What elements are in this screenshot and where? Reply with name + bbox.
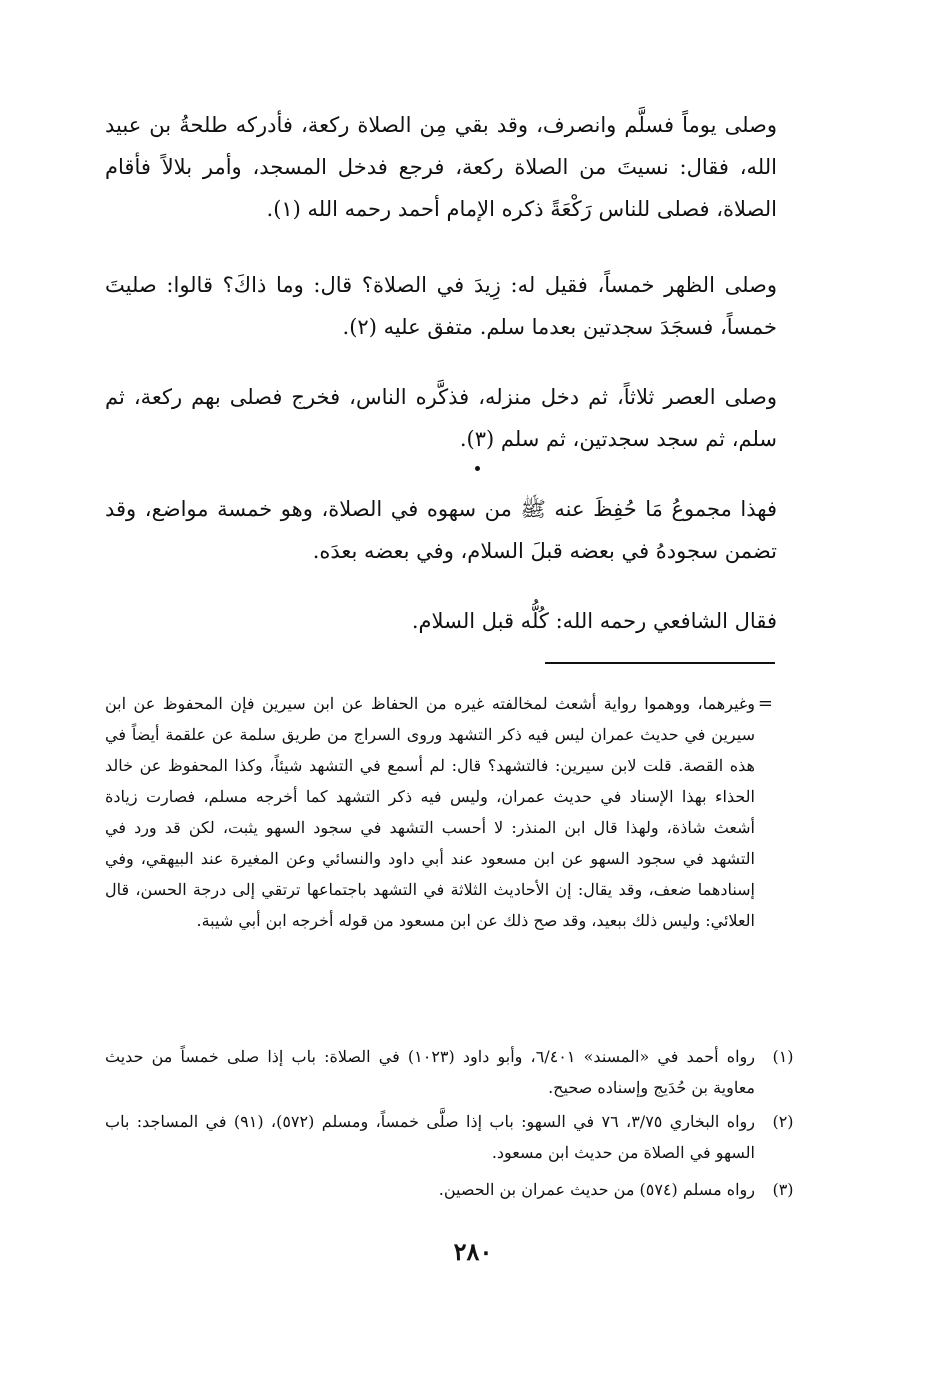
paragraph-4: فهذا مجموعُ مَا حُفِظَ عنه ﷺ من سهوه في الصلاة، وهو خمسة مواضع، وقد تضمن سجودهُ في بعضه قبلَ السلام، وفي بعضه بعدَه.	[105, 497, 777, 563]
footnote-number: (٣)	[772, 1180, 794, 1199]
paragraph-2: وصلى الظهر خمساً، فقيل له: زِيدَ في الصلاة؟ قال: وما ذاكَ؟ قالوا: صليتَ خمساً، فسجَدَ سجدتين بعدما سلم. متفق عليه (٢).	[105, 273, 777, 339]
footnote-text: رواه أحمد في «المسند» ٦/٤٠١، وأبو داود (١٠٢٣) في الصلاة: باب إذا صلى خمساً من حديث معاوية بن حُدَيج وإسناده صحيح.	[105, 1047, 755, 1097]
footnote-continuation-text: وغيرهما، ووهموا رواية أشعث لمخالفته غيره من الحفاظ عن ابن سيرين فإن المحفوظ عن ابن سيرين في حديث عمران ليس فيه ذكر التشهد وروى السراج من طريق سلمة عن علقمة أيضاً في هذه القصة. قلت لابن سيرين: فالتشهد؟ قال: لم أسمع في التشهد شيئاً، وكذا المحفوظ عن خالد الحذاء بهذا الإسناد في حديث عمران، وليس فيه ذكر التشهد كما أخرجه مسلم، فصارت زيادة أشعث شاذة، ولهذا قال ابن المنذر: لا أحسب التشهد في سجود السهو يثبت، لكن قد ورد في التشهد في سجود السهو عن ابن مسعود عند أبي داود والنسائي وعن المغيرة عند البيهقي، وفي إسنادهما ضعف، وقد يقال: إن الأحاديث الثلاثة في التشهد باجتماعها ترتقي إلى درجة الحسن، قال العلائي: وليس ذلك ببعيد، وقد صح ذلك عن ابن مسعود من قوله أخرجه ابن أبي شيبة.	[105, 694, 755, 930]
paragraph-5: فقال الشافعي رحمه الله: كُلُّه قبل السلام.	[411, 609, 777, 633]
ornament-dot	[475, 466, 480, 471]
footnote-number: (١)	[772, 1047, 794, 1066]
continuation-mark: =	[757, 693, 773, 714]
footnote-2	[105, 1106, 794, 1168]
footnote-text: رواه مسلم (٥٧٤) من حديث عمران بن الحصين.	[438, 1180, 755, 1199]
footnote-3	[105, 1174, 794, 1205]
footnote-number: (٢)	[772, 1112, 794, 1131]
paragraph-1: وصلى يوماً فسلَّم وانصرف، وقد بقي مِن الصلاة ركعة، فأدركه طلحةُ بن عبيد الله، فقال: نسيتَ من الصلاة ركعة، فرجع فدخل المسجد، وأمر بلالاً فأقام الصلاة، فصلى للناس رَكْعَةً ذكره الإمام أحمد رحمه الله (١).	[105, 113, 777, 221]
footnote-continuation	[105, 688, 773, 936]
page-number: ٢٨٠	[453, 1237, 493, 1266]
footnote-text: رواه البخاري ٣/٧٥، ٧٦ في السهو: باب إذا صلَّى خمساً، ومسلم (٥٧٢)، (٩١) في المساجد: باب السهو في الصلاة من حديث ابن مسعود.	[105, 1112, 755, 1162]
footnote-1	[105, 1041, 794, 1103]
paragraph-3: وصلى العصر ثلاثاً، ثم دخل منزله، فذكَّره الناس، فخرج فصلى بهم ركعة، ثم سلم، ثم سجد سجدتين، ثم سلم (٣).	[105, 385, 777, 451]
footnote-separator	[545, 662, 775, 664]
